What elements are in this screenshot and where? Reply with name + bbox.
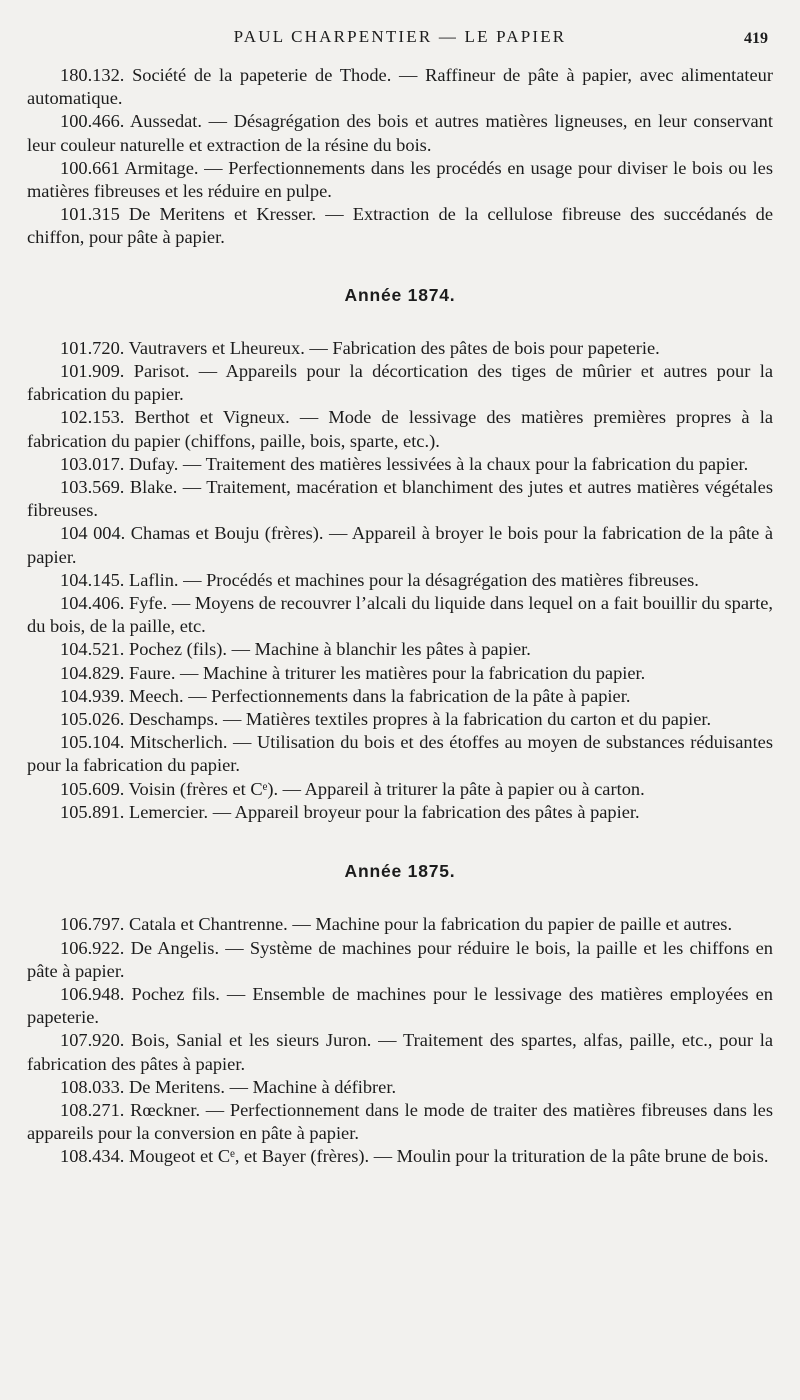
patent-entry: 106.797. Catala et Chantrenne. — Machine pour la fabrication du papier de paille et autres.	[60, 914, 733, 935]
running-title: PAUL CHARPENTIER — LE PAPIER	[233, 27, 567, 46]
patent-entry: 100.661 Armitage. — Perfectionnements dans les procédés en usage pour diviser le bois ou les matières fibreuses et les réduire en pulpe.	[27, 157, 773, 202]
body-text	[27, 64, 773, 1169]
patent-entry: 104.521. Pochez (fils). — Machine à blanchir les pâtes à papier.	[60, 639, 531, 660]
patent-entry: 103.569. Blake. — Traitement, macération et blanchiment des jutes et autres matières végétales fibreuses.	[27, 477, 773, 521]
patent-entry: 104 004. Chamas et Bouju (frères). — Appareil à broyer le bois pour la fabrication de la pâte à papier.	[27, 523, 773, 567]
patent-entry: 105.026. Deschamps. — Matières textiles propres à la fabrication du carton et du papier.	[60, 709, 712, 730]
patent-entry: 108.434. Mougeot et Cᵉ, et Bayer (frères). — Moulin pour la trituration de la pâte brune de bois.	[60, 1146, 769, 1167]
patent-entry: 107.920. Bois, Sanial et les sieurs Juron. — Traitement des spartes, alfas, paille, etc., pour la fabrication des pâtes à papier.	[27, 1030, 773, 1074]
patent-entry: 104.145. Laflin. — Procédés et machines pour la désagrégation des matières fibreuses.	[60, 569, 699, 590]
patent-entry: 108.271. Rœckner. — Perfectionnement dans le mode de traiter des matières fibreuses dans les appareils pour la conversion en pâte à papier.	[27, 1099, 773, 1144]
patent-entry: 180.132. Société de la papeterie de Thode. — Raffineur de pâte à papier, avec alimentateur automatique.	[27, 65, 773, 109]
patent-entry: 105.104. Mitscherlich. — Utilisation du bois et des étoffes au moyen de substances réduisantes pour la fabrication du papier.	[27, 732, 773, 776]
patent-entry: 104.406. Fyfe. — Moyens de recouvrer l’alcali du liquide dans lequel on a fait bouillir du sparte, du bois, de la paille, etc.	[27, 593, 773, 637]
patent-entry: 108.033. De Meritens. — Machine à défibrer.	[60, 1076, 397, 1097]
patent-entry: 106.948. Pochez fils. — Ensemble de machines pour le lessivage des matières employées en papeterie.	[27, 983, 773, 1028]
patent-entry: 101.909. Parisot. — Appareils pour la décortication des tiges de mûrier et autres pour la fabrication du papier.	[27, 361, 773, 405]
patent-entry: 101.315 De Meritens et Kresser. — Extraction de la cellulose fibreuse des succédanés de chiffon, pour pâte à papier.	[27, 204, 773, 248]
patent-entry: 101.720. Vautravers et Lheureux. — Fabrication des pâtes de bois pour papeterie.	[60, 337, 660, 358]
patent-entry: 104.939. Meech. — Perfectionnements dans la fabrication de la pâte à papier.	[60, 685, 631, 706]
patent-entry: 105.891. Lemercier. — Appareil broyeur pour la fabrication des pâtes à papier.	[60, 801, 640, 822]
year-heading: Année 1875.	[344, 861, 456, 882]
page-number: 419	[744, 30, 768, 47]
patent-entry: 102.153. Berthot et Vigneux. — Mode de lessivage des matières premières propres à la fabrication du papier (chiffons, paille, bois, sparte, etc.).	[27, 407, 773, 451]
running-header	[0, 24, 800, 50]
patent-entry: 106.922. De Angelis. — Système de machines pour réduire le bois, la paille et les chiffons en pâte à papier.	[27, 937, 773, 981]
patent-entry: 105.609. Voisin (frères et Cᵉ). — Appareil à triturer la pâte à papier ou à carton.	[60, 778, 645, 799]
patent-entry: 103.017. Dufay. — Traitement des matières lessivées à la chaux pour la fabrication du papier.	[60, 453, 749, 474]
year-heading: Année 1874.	[344, 284, 456, 305]
patent-entry: 100.466. Aussedat. — Désagrégation des bois et autres matières ligneuses, en leur conservant leur couleur naturelle et extraction de la résine du bois.	[27, 111, 773, 155]
patent-entry: 104.829. Faure. — Machine à triturer les matières pour la fabrication du papier.	[60, 662, 646, 683]
